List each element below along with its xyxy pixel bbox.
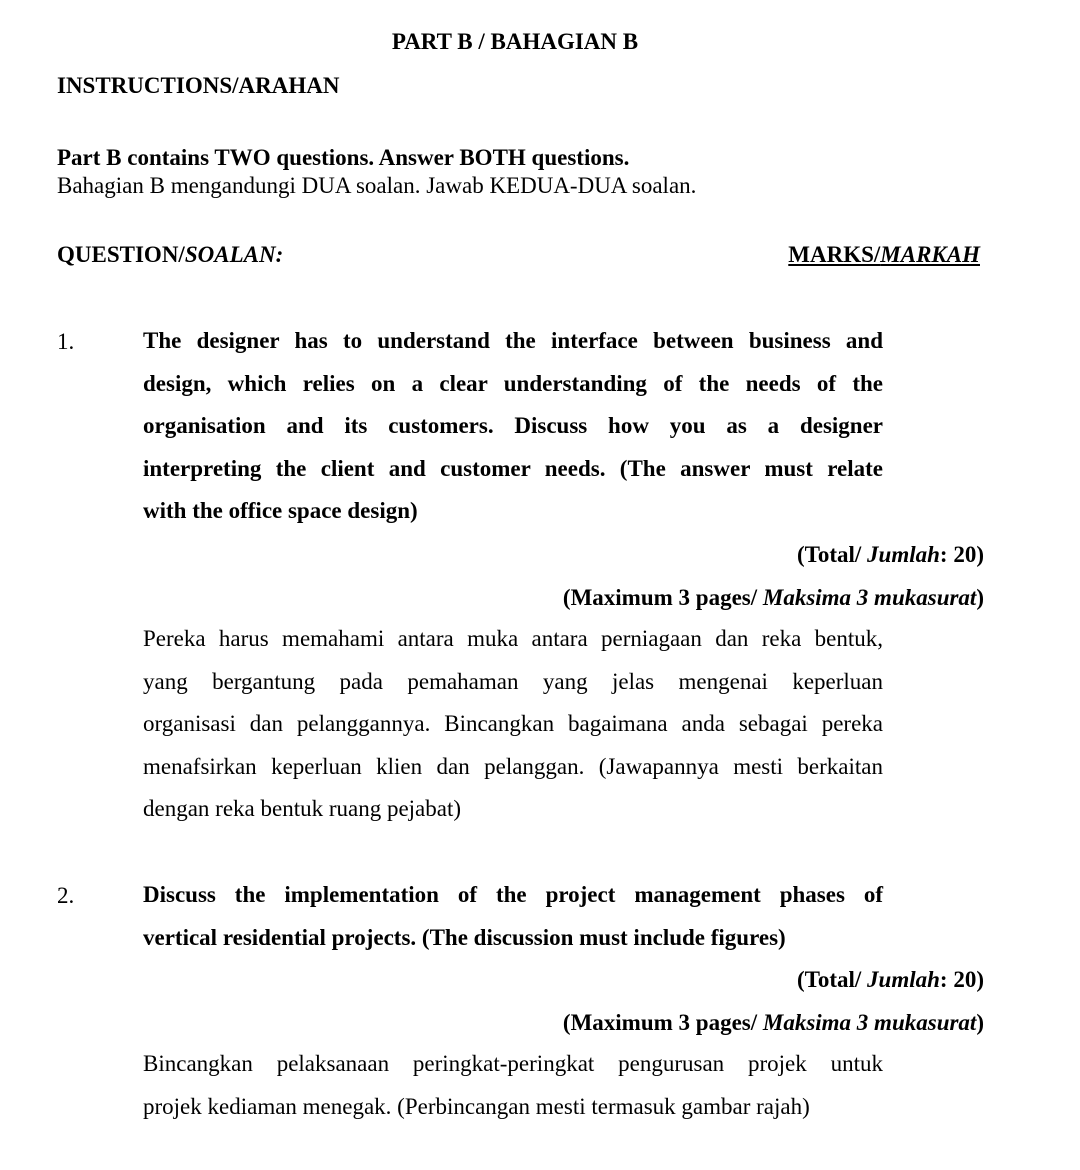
question-1-malay-line: dengan reka bentuk ruang pejabat) xyxy=(143,796,462,822)
question-1-english-line: organisation and its customers. Discuss how you as a designer xyxy=(143,413,883,439)
total-label-malay: Jumlah xyxy=(867,967,940,992)
question-2-number: 2. xyxy=(57,883,75,908)
question-2-malay-line: projek kediaman menegak. (Perbincangan mesti termasuk gambar rajah) xyxy=(143,1093,810,1119)
question-2-total xyxy=(797,967,984,993)
question-1-english xyxy=(143,320,883,533)
question-column-heading xyxy=(57,242,283,268)
marks-column-heading xyxy=(788,242,980,268)
question-1-max-pages xyxy=(563,585,984,611)
instruction-english: Part B contains TWO questions. Answer BOTH questions. xyxy=(57,145,630,170)
question-1-english-line: interpreting the client and customer needs. (The answer must relate xyxy=(143,455,883,481)
instructions-heading: INSTRUCTIONS/ARAHAN xyxy=(57,73,340,98)
total-label: (Total/ xyxy=(796,542,868,567)
question-2-english-line: vertical residential projects. (The discussion must include figures) xyxy=(143,924,786,950)
total-value: : 20) xyxy=(939,967,984,992)
marks-label: MARKS/ xyxy=(788,242,881,267)
question-2-max-pages xyxy=(563,1010,984,1036)
question-1-malay-line: yang bergantung pada pemahaman yang jelas mengenai keperluan xyxy=(143,668,883,694)
page-title: PART B / BAHAGIAN B xyxy=(391,29,639,54)
question-2-malay xyxy=(143,1043,883,1128)
question-1-total xyxy=(797,542,984,568)
total-value: : 20) xyxy=(939,542,984,567)
max-pages-close: ) xyxy=(976,585,984,610)
question-1-malay-line: organisasi dan pelanggannya. Bincangkan bagaimana anda sebagai pereka xyxy=(143,711,883,737)
total-label-malay: Jumlah xyxy=(867,542,940,567)
question-1-english-line: design, which relies on a clear understanding of the needs of the xyxy=(143,370,883,396)
max-pages-label-malay: Maksima 3 mukasurat xyxy=(762,585,977,610)
max-pages-label: (Maximum 3 pages/ xyxy=(562,585,763,610)
question-2-malay-line: Bincangkan pelaksanaan peringkat-peringkat pengurusan projek untuk xyxy=(143,1051,883,1076)
max-pages-label: (Maximum 3 pages/ xyxy=(562,1010,763,1035)
max-pages-close: ) xyxy=(976,1010,984,1035)
question-1-english-line: with the office space design) xyxy=(143,498,418,524)
question-2-english xyxy=(143,874,883,959)
max-pages-label-malay: Maksima 3 mukasurat xyxy=(762,1010,977,1035)
question-1-malay xyxy=(143,618,883,831)
question-2-english-line: Discuss the implementation of the project management phases of xyxy=(143,882,883,907)
question-1-malay-line: Pereka harus memahami antara muka antara perniagaan dan reka bentuk, xyxy=(143,626,883,651)
instruction-malay: Bahagian B mengandungi DUA soalan. Jawab KEDUA-DUA soalan. xyxy=(57,173,697,198)
question-1-malay-line: menafsirkan keperluan klien dan pelanggan. (Jawapannya mesti berkaitan xyxy=(143,753,883,779)
marks-label-malay: MARKAH xyxy=(880,242,980,267)
question-label-malay: SOALAN: xyxy=(184,242,284,267)
total-label: (Total/ xyxy=(796,967,868,992)
question-label: QUESTION/ xyxy=(57,242,185,267)
question-1-number: 1. xyxy=(57,329,75,354)
question-1-english-line: The designer has to understand the interface between business and xyxy=(143,328,883,353)
